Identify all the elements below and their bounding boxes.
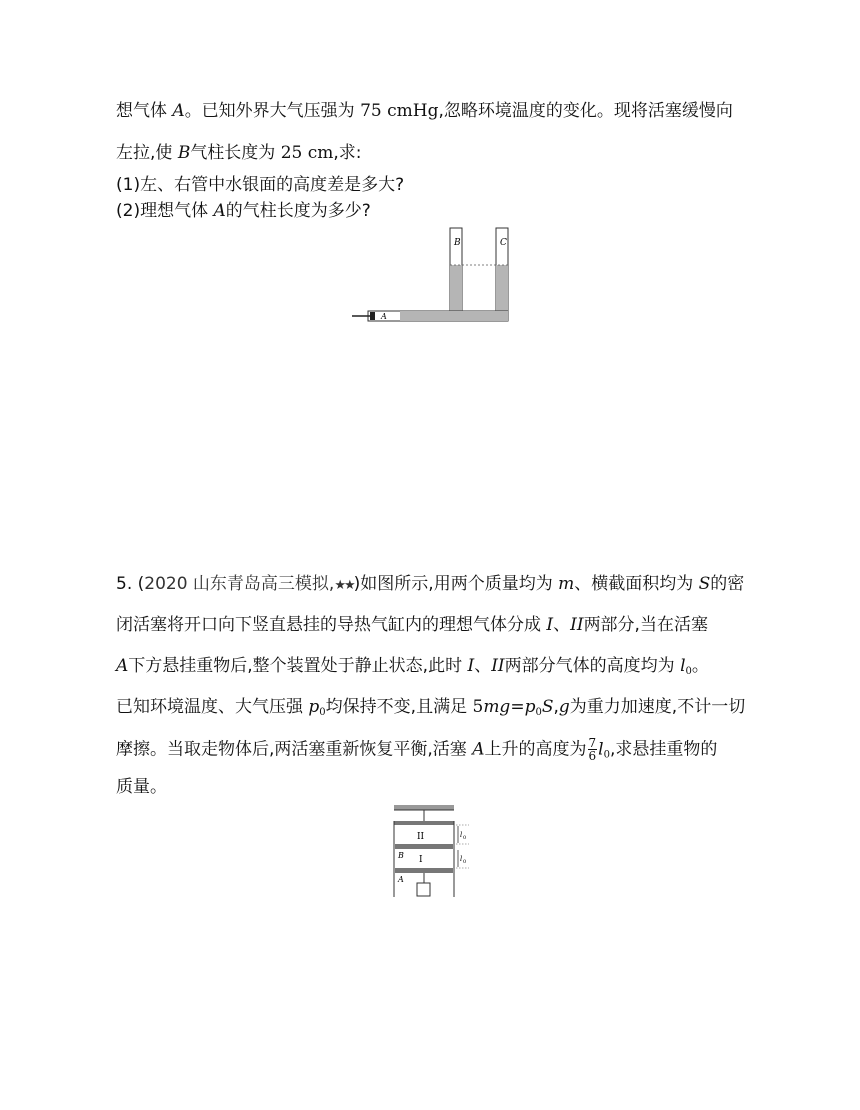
p5-line-5 — [116, 737, 717, 767]
text: 上升的高度为 — [484, 739, 587, 760]
var-l: l — [598, 739, 604, 760]
text: 的气柱长度为多少? — [225, 201, 371, 221]
text: 、 — [553, 615, 571, 635]
label-l0-top-sub: 0 — [463, 835, 467, 841]
label-l0-top: l — [460, 831, 463, 839]
label-C: C — [500, 238, 507, 248]
p5-line-3 — [116, 655, 709, 683]
p5-line-6 — [116, 776, 167, 798]
var-S: S — [541, 697, 554, 717]
comma: , — [553, 697, 559, 717]
text: 两部分,当在活塞 — [583, 615, 708, 635]
pressure-value: 75 cmHg — [360, 101, 439, 121]
var-B: B — [177, 143, 191, 163]
text: 均保持不变,且满足 — [325, 697, 473, 717]
var-l: l — [680, 656, 686, 676]
var-p: p — [308, 697, 320, 717]
var-p: p — [524, 697, 536, 717]
label-A: A — [381, 312, 387, 321]
roman-II: II — [570, 615, 584, 635]
length-value: 25 cm — [280, 143, 334, 163]
p5-line-1 — [116, 573, 744, 597]
question-1: (1)左、右管中水银面的高度差是多大? — [116, 175, 405, 195]
var-g: g — [558, 697, 570, 717]
subscript: 0 — [685, 666, 692, 677]
text: 质量。 — [116, 777, 167, 797]
subscript: 0 — [319, 707, 326, 718]
var-S: S — [698, 574, 711, 594]
roman-I: I — [546, 615, 554, 635]
p4-question-1 — [116, 174, 404, 196]
p5-line-4 — [116, 696, 745, 724]
label-A: A — [398, 875, 404, 884]
var-m: m — [558, 574, 575, 594]
fraction — [588, 737, 598, 762]
text: 。 — [691, 656, 709, 676]
denominator: 6 — [588, 749, 597, 763]
text: ,忽略环境温度的变化。现将活塞缓慢向 — [438, 101, 733, 121]
text: 的密 — [710, 574, 745, 594]
roman-II: II — [491, 656, 505, 676]
p4-line-1 — [116, 100, 733, 122]
text: (2)理想气体 — [116, 201, 214, 221]
text: 。已知外界大气压强为 — [184, 101, 361, 121]
u-tube-figure — [350, 225, 515, 325]
text: 、 — [474, 656, 492, 676]
text: ,求: — [333, 143, 362, 163]
roman-I: I — [467, 656, 475, 676]
var-A: A — [472, 739, 485, 760]
problem-number: 5. ( — [116, 574, 145, 594]
label-B: B — [454, 238, 461, 248]
subscript: 0 — [603, 749, 610, 761]
p4-line-2 — [116, 142, 362, 164]
cylinder-figure — [390, 803, 470, 899]
eq-coef: 5 — [472, 697, 484, 717]
problem-source: 2020 山东青岛高三模拟, — [144, 574, 335, 594]
text: 闭活塞将开口向下竖直悬挂的导热气缸内的理想气体分成 — [116, 615, 547, 635]
var-A: A — [213, 201, 226, 221]
text: 已知环境温度、大气压强 — [116, 697, 309, 717]
text: 下方悬挂重物后,整个装置处于静止状态,此时 — [128, 656, 468, 676]
difficulty-stars-icon: ★★ — [334, 578, 354, 593]
text: 摩擦。当取走物体后,两活塞重新恢复平衡,活塞 — [116, 739, 473, 760]
text: )如图所示,用两个质量均为 — [353, 574, 559, 594]
text: 为重力加速度,不计一切 — [569, 697, 746, 717]
text: ,求悬挂重物的 — [609, 739, 718, 760]
p4-question-2 — [116, 200, 371, 222]
label-II: II — [417, 832, 425, 842]
p5-line-2 — [116, 614, 708, 636]
text: 气柱长度为 — [190, 143, 281, 163]
text: 两部分气体的高度均为 — [504, 656, 681, 676]
text: 左拉,使 — [116, 143, 178, 163]
label-l0-bot: l — [460, 855, 463, 863]
var-mg: mg — [483, 697, 511, 717]
text: 、横截面积均为 — [574, 574, 699, 594]
numerator: 7 — [588, 736, 597, 750]
label-l0-bot-sub: 0 — [463, 859, 467, 865]
var-A: A — [172, 101, 185, 121]
text: 想气体 — [116, 101, 173, 121]
label-I: I — [419, 855, 423, 865]
eq-sign: = — [510, 697, 525, 717]
var-A: A — [116, 656, 129, 676]
label-B: B — [398, 851, 404, 860]
subscript: 0 — [535, 707, 542, 718]
